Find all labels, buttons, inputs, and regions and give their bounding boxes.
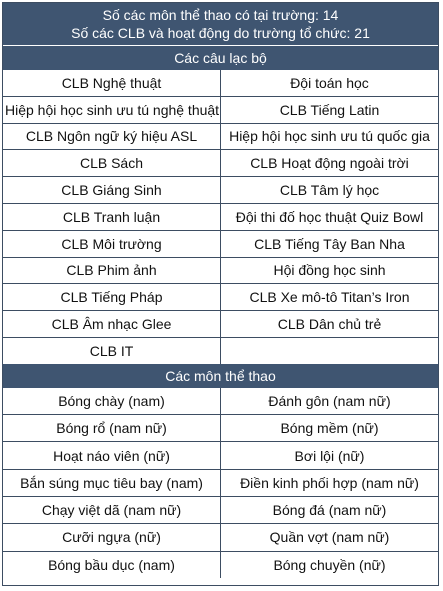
sport-cell: Bóng chày (nam) [3, 388, 221, 415]
club-cell: Đội thi đố học thuật Quiz Bowl [221, 203, 439, 230]
club-cell: CLB Phim ảnh [3, 257, 221, 284]
table-row [3, 123, 438, 150]
sport-cell: Đánh gôn (nam nữ) [221, 388, 439, 415]
club-cell: CLB Tâm lý học [221, 177, 439, 204]
club-cell: CLB Âm nhạc Glee [3, 311, 221, 338]
school-info-table [2, 2, 439, 586]
table-row [3, 257, 438, 284]
clubs-count-text: Số các CLB và hoạt động do trường tổ chức: 21 [71, 25, 370, 41]
club-cell: Đội toán học [221, 70, 439, 96]
table-row [3, 96, 438, 123]
sport-cell: Bóng chuyền (nữ) [221, 551, 439, 578]
summary-header [3, 3, 438, 46]
sport-cell: Bắn súng mục tiêu bay (nam) [3, 469, 221, 496]
club-cell: CLB Tiếng Latin [221, 96, 439, 123]
sport-cell: Bóng rổ (nam nữ) [3, 415, 221, 442]
table-row [3, 415, 438, 442]
table-row [3, 230, 438, 257]
sport-cell: Cưỡi ngựa (nữ) [3, 524, 221, 551]
sport-cell: Bóng đá (nam nữ) [221, 496, 439, 523]
club-cell: CLB Tranh luận [3, 203, 221, 230]
table-row [3, 551, 438, 578]
table-row [3, 388, 438, 415]
club-cell: CLB IT [3, 337, 221, 363]
club-cell-empty [221, 337, 439, 363]
club-cell: CLB Ngôn ngữ ký hiệu ASL [3, 123, 221, 150]
sports-count-text: Số các môn thể thao có tại trường: 14 [102, 7, 339, 23]
table-row [3, 203, 438, 230]
club-cell: CLB Sách [3, 150, 221, 177]
sports-table [3, 388, 438, 578]
sport-cell: Chạy việt dã (nam nữ) [3, 496, 221, 523]
club-cell: CLB Tiếng Tây Ban Nha [221, 230, 439, 257]
club-cell: CLB Giáng Sinh [3, 177, 221, 204]
sport-cell: Điền kinh phối hợp (nam nữ) [221, 469, 439, 496]
table-row [3, 524, 438, 551]
sport-cell: Bóng mềm (nữ) [221, 415, 439, 442]
clubs-section-title: Các câu lạc bộ [3, 46, 438, 70]
table-row [3, 337, 438, 363]
clubs-table [3, 70, 438, 364]
club-cell: CLB Hoạt động ngoài trời [221, 150, 439, 177]
sport-cell: Bóng bầu dục (nam) [3, 551, 221, 578]
sport-cell: Hoạt náo viên (nữ) [3, 442, 221, 469]
table-row [3, 150, 438, 177]
club-cell: CLB Xe mô-tô Titan’s Iron [221, 284, 439, 311]
club-cell: Hiệp hội học sinh ưu tú quốc gia [221, 123, 439, 150]
table-row [3, 70, 438, 96]
club-cell: CLB Dân chủ trẻ [221, 311, 439, 338]
table-row [3, 469, 438, 496]
table-row [3, 496, 438, 523]
table-row [3, 177, 438, 204]
club-cell: Hội đồng học sinh [221, 257, 439, 284]
sport-cell: Bơi lội (nữ) [221, 442, 439, 469]
club-cell: CLB Nghệ thuật [3, 70, 221, 96]
table-row [3, 284, 438, 311]
sports-section-title: Các môn thể thao [3, 364, 438, 388]
club-cell: CLB Tiếng Pháp [3, 284, 221, 311]
table-row [3, 442, 438, 469]
club-cell: CLB Môi trường [3, 230, 221, 257]
sport-cell: Quần vợt (nam nữ) [221, 524, 439, 551]
club-cell: Hiệp hội học sinh ưu tú nghệ thuật [3, 96, 221, 123]
table-row [3, 311, 438, 338]
